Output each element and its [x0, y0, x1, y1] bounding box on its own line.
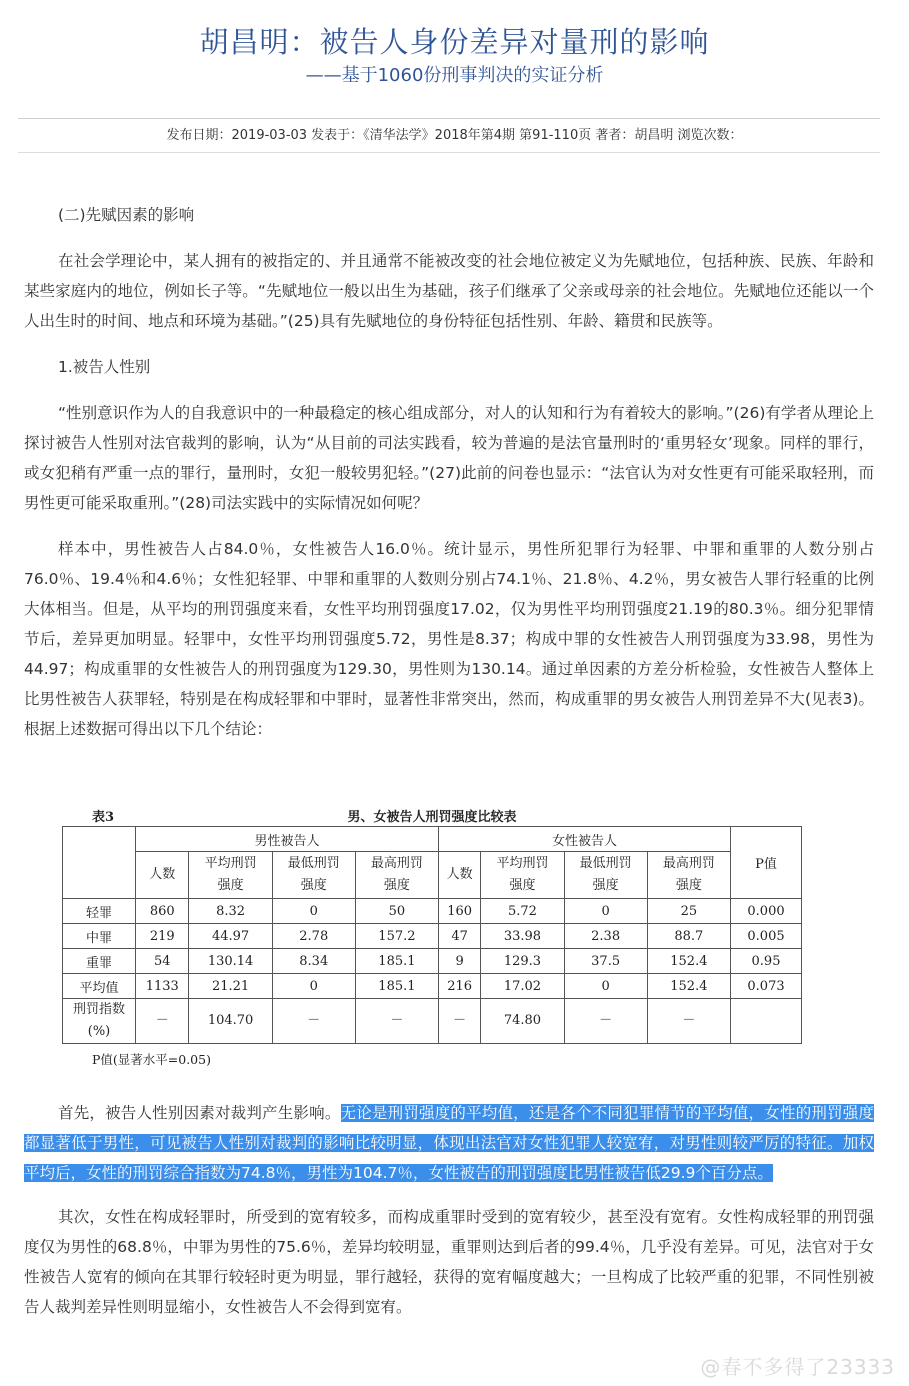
- meta-divider: [18, 152, 880, 153]
- row-label: 平均值: [63, 974, 136, 999]
- table-cell: 21.21: [189, 974, 272, 999]
- table-cell: 157.2: [355, 924, 438, 949]
- paragraph-3: 样本中，男性被告人占84.0％，女性被告人16.0％。统计显示，男性所犯罪行为轻罪、中罪和重罪的人数分别占76.0％、19.4％和4.6％；女性犯轻罪、中罪和重罪的人数则分别占74.1％、21.8％、4.2％，男女被告人罪行轻重的比例大体相当。但是，从平均的刑罚强度来看，女性平均刑罚强度17.02，仅为男性平均刑罚强度21.19的80.3％。细分犯罪情节后，差异更加明显。轻罪中，女性平均刑罚强度5.72，男性是8.37；构成中罪的女性被告人刑罚强度为33.98，男性为44.97；构成重罪的女性被告人的刑罚强度为129.30，男性则为130.14。通过单因素的方差分析检验，女性被告人整体上比男性被告人获罪轻，特别是在构成轻罪和中罪时，显著性非常突出，然而，构成重罪的男女被告人刑罚差异不大(见表3)。根据上述数据可得出以下几个结论：: [24, 540, 874, 738]
- paragraph-2: “性别意识作为人的自我意识中的一种最稳定的核心组成部分，对人的认知和行为有着较大的影响。”(26)有学者从理论上探讨被告人性别对法官裁判的影响，认为“从目前的司法实践看，较为普遍的是法官量刑时的‘重男轻女’现象。同样的罪行，或女犯稍有严重一点的罪行，量刑时，女犯一般较男犯轻。”(27)此前的问卷也显示：“法官认为对女性更有可能采取轻刑，而男性更可能采取重刑。”(28)司法实践中的实际情况如何呢？: [24, 404, 874, 512]
- table-cell: 17.02: [481, 974, 564, 999]
- table-cell: 33.98: [481, 924, 564, 949]
- table-cell: 0: [272, 899, 355, 924]
- female-avg-header: [481, 852, 564, 899]
- table-cell: 2.78: [272, 924, 355, 949]
- table-row: [63, 899, 802, 924]
- paragraph-5: 其次，女性在构成轻罪时，所受到的宽宥较多，而构成重罪时受到的宽宥较少，甚至没有宽宥。女性构成轻罪的刑罚强度仅为男性的68.8％，中罪为男性的75.6％，差异均较明显，重罪则达到后者的99.4％，几乎没有差异。可见，法官对于女性被告人宽宥的倾向在其罪行较轻时更为明显，罪行越轻，获得的宽宥幅度越大；一旦构成了比较严重的犯罪，不同性别被告人裁判差异性则明显缩小，女性被告人不会得到宽宥。: [24, 1208, 874, 1316]
- header-line: 最低刑罚: [579, 856, 632, 871]
- table-row: [63, 924, 802, 949]
- table-cell: 44.97: [189, 924, 272, 949]
- section-heading: (二)先赋因素的影响: [58, 206, 195, 224]
- table-note: P值(显著水平=0.05): [92, 1052, 211, 1067]
- table-cell: 0.073: [731, 974, 802, 999]
- male-max-header: [355, 852, 438, 899]
- table-cell: 88.7: [647, 924, 730, 949]
- table-cell: [731, 999, 802, 1044]
- row-label: [63, 999, 136, 1044]
- table-cell: 2.38: [564, 924, 647, 949]
- table-cell: 104.70: [189, 999, 272, 1044]
- male-min-header: [272, 852, 355, 899]
- table-cell: 216: [439, 974, 481, 999]
- header-line: 强度: [592, 878, 619, 893]
- row-label-line: (%): [87, 1024, 111, 1039]
- comparison-table: [62, 826, 802, 1044]
- paragraph-4-plain: 首先，被告人性别因素对裁判产生影响。: [58, 1104, 341, 1122]
- table-cell: 185.1: [355, 949, 438, 974]
- table-cell: 50: [355, 899, 438, 924]
- table-cell: －: [355, 999, 438, 1044]
- table-row: [63, 974, 802, 999]
- article-meta: 发布日期：2019-03-03 发表于：《清华法学》2018年第4期 第91-110页 著者：胡昌明 浏览次数：: [166, 128, 743, 143]
- article-body-top: [24, 200, 874, 744]
- table-cell: 0: [272, 974, 355, 999]
- table-cell: 0.000: [731, 899, 802, 924]
- sub-heading: 1.被告人性别: [58, 358, 151, 376]
- row-label-line: 刑罚指数: [72, 1002, 125, 1017]
- table-number: 表3: [92, 810, 115, 825]
- table-cell: 9: [439, 949, 481, 974]
- paragraph-4: [24, 1098, 874, 1188]
- table-cell: 160: [439, 899, 481, 924]
- paragraph-1: 在社会学理论中，某人拥有的被指定的、并且通常不能被改变的社会地位被定义为先赋地位，包括种族、民族、年龄和某些家庭内的地位，例如长子等。“先赋地位一般以出生为基础，孩子们继承了父亲或母亲的社会地位。先赋地位还能以一个人出生时的时间、地点和环境为基础。”(25)具有先赋地位的身份特征包括性别、年龄、籍贯和民族等。: [24, 252, 874, 330]
- table-cell: 130.14: [189, 949, 272, 974]
- table-cell: 152.4: [647, 974, 730, 999]
- article-title: 胡昌明：被告人身份差异对量刑的影响: [199, 25, 710, 59]
- table-cell: 37.5: [564, 949, 647, 974]
- male-count-header: 人数: [136, 852, 189, 899]
- male-avg-header: [189, 852, 272, 899]
- table-cell: 0: [564, 974, 647, 999]
- header-line: 最低刑罚: [287, 856, 340, 871]
- table-cell: 0.95: [731, 949, 802, 974]
- corner-cell: [63, 827, 136, 899]
- header-line: 平均刑罚: [204, 856, 257, 871]
- article-header: [0, 22, 909, 88]
- table-cell: －: [439, 999, 481, 1044]
- table-3: [62, 800, 802, 1068]
- table-cell: 129.3: [481, 949, 564, 974]
- table-cell: 860: [136, 899, 189, 924]
- table-cell: －: [272, 999, 355, 1044]
- table-cell: 219: [136, 924, 189, 949]
- table-cell: 54: [136, 949, 189, 974]
- row-label: 中罪: [63, 924, 136, 949]
- table-cell: 0: [564, 899, 647, 924]
- table-header-row-2: [63, 852, 802, 899]
- table-cell: －: [647, 999, 730, 1044]
- male-group-header: 男性被告人: [136, 827, 439, 852]
- header-line: 强度: [675, 878, 702, 893]
- female-min-header: [564, 852, 647, 899]
- table-row: [63, 949, 802, 974]
- female-max-header: [647, 852, 730, 899]
- table-row: [63, 999, 802, 1044]
- table-cell: 47: [439, 924, 481, 949]
- female-count-header: 人数: [439, 852, 481, 899]
- header-line: 强度: [383, 878, 410, 893]
- header-divider: [18, 118, 880, 119]
- table-cell: 185.1: [355, 974, 438, 999]
- header-line: 强度: [217, 878, 244, 893]
- header-line: 强度: [509, 878, 536, 893]
- table-cell: 152.4: [647, 949, 730, 974]
- header-line: 强度: [300, 878, 327, 893]
- table-cell: 5.72: [481, 899, 564, 924]
- header-line: 最高刑罚: [662, 856, 715, 871]
- table-cell: 0.005: [731, 924, 802, 949]
- table-cell: 8.34: [272, 949, 355, 974]
- row-label: 重罪: [63, 949, 136, 974]
- article-subtitle: ——基于1060份刑事判决的实证分析: [305, 65, 604, 86]
- table-cell: 1133: [136, 974, 189, 999]
- header-line: 平均刑罚: [496, 856, 549, 871]
- table-title: 男、女被告人刑罚强度比较表: [347, 810, 517, 825]
- table-cell: 74.80: [481, 999, 564, 1044]
- female-group-header: 女性被告人: [439, 827, 731, 852]
- table-header-row-1: [63, 827, 802, 852]
- p-value-header: P值: [731, 827, 802, 899]
- weibo-watermark: @春不多得了23333: [700, 1355, 895, 1379]
- table-cell: 25: [647, 899, 730, 924]
- highlighted-selection[interactable]: 无论是刑罚强度的平均值，还是各个不同犯罪情节的平均值，女性的刑罚强度都显著低于男性，可见被告人性别对裁判的影响比较明显，体现出法官对女性犯罪人较宽宥，对男性则较严厉的特征。加权平均后，女性的刑罚综合指数为74.8％，男性为104.7％，女性被告的刑罚强度比男性被告低29.9个百分点。: [24, 1104, 874, 1182]
- article-body-bottom: [24, 1098, 874, 1322]
- table-cell: －: [136, 999, 189, 1044]
- row-label: 轻罪: [63, 899, 136, 924]
- table-cell: 8.32: [189, 899, 272, 924]
- header-line: 最高刑罚: [370, 856, 423, 871]
- table-caption: [62, 800, 802, 826]
- table-cell: －: [564, 999, 647, 1044]
